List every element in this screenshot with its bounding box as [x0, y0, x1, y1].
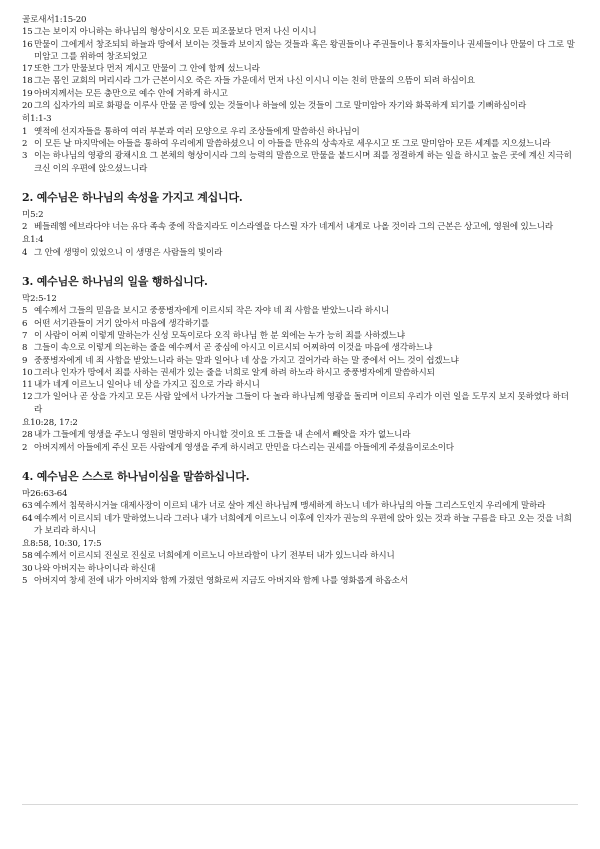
passage-reference: 막2:5-12: [22, 294, 57, 305]
section-heading: 3. 예수님은 하나님의 일을 행하십니다.: [22, 275, 208, 289]
passage-reference: 요8:58, 10:30, 17:5: [22, 539, 102, 550]
verse-number: 9: [22, 355, 28, 366]
verse: [22, 247, 576, 259]
verse: [22, 563, 576, 575]
passage-reference: 요10:28, 17:2: [22, 418, 78, 429]
verse-text: 어떤 서기관들이 거기 앉아서 마음에 생각하기를: [34, 318, 209, 329]
verse-number: 58: [22, 551, 33, 562]
verse-text: 아버지여 창세 전에 내가 아버지와 함께 가졌던 영화로써 지금도 아버지와 함께 나를 영화롭게 하옵소서: [34, 575, 408, 586]
verse-text: 내가 네게 이르노니 일어나 네 상을 가지고 집으로 가라 하시니: [34, 380, 260, 391]
verse: [22, 342, 576, 354]
passage-reference: 골로새서1:15-20: [22, 15, 87, 25]
verse: [22, 126, 576, 138]
section: [22, 14, 576, 175]
verse-text: 내가 그들에게 영생을 주노니 영원히 멸망하지 아니할 것이요 또 그들을 내 손에서 빼앗을 자가 없느니라: [34, 430, 411, 441]
verse-text: 중풍병자에게 네 죄 사함을 받았느니라 하는 말과 일어나 네 상을 가지고 걸어가라 하는 말 중에서 어느 것이 쉽겠느냐: [34, 355, 459, 366]
verse-number: 2: [22, 138, 28, 149]
passage-reference: 마26:63-64: [22, 488, 68, 499]
passage-reference: 요1:4: [22, 235, 44, 246]
verse: [22, 391, 576, 416]
section: [22, 470, 576, 587]
verse-text: 예수께서 그들의 믿음을 보시고 중풍병자에게 이르시되 작은 자야 네 죄 사함을 받았느니라 하시니: [34, 306, 390, 317]
verse-number: 18: [22, 76, 33, 87]
verse-number: 2: [22, 442, 28, 453]
verse-text: 베들레헴 에브라다야 너는 유다 족속 중에 작을지라도 이스라엘을 다스릴 자가 네게서 내게로 나올 것이라 그의 근본은 상고에, 영원에 있느니라: [34, 222, 553, 233]
verse-text: 아버지께서 아들에게 주신 모든 사람에게 영생을 주게 하시려고 만민을 다스리는 권세를 아들에게 주셨음이로소이다: [34, 442, 454, 453]
verse: [22, 355, 576, 367]
verse: [22, 330, 576, 342]
verse-text: 이 모든 날 마지막에는 아들을 통하여 우리에게 말씀하셨으니 이 아들을 만유의 상속자로 세우시고 또 그로 말미암아 모든 세계를 지으셨느니라: [34, 138, 551, 149]
verse: [22, 575, 576, 587]
verse: [22, 500, 576, 512]
verse-number: 5: [22, 575, 28, 586]
passage-reference: 히1:1-3: [22, 114, 52, 125]
verse-number: 7: [22, 330, 28, 341]
verse-text: 그가 일어나 곧 상을 가지고 모든 사람 앞에서 나가거늘 그들이 다 놀라 하나님께 영광을 돌리며 이르되 우리가 이런 일을 도무지 보지 못하였다 하더라: [34, 392, 569, 415]
section: [22, 191, 576, 259]
verse-number: 17: [22, 64, 33, 75]
verse-text: 옛적에 선지자들을 통하여 여러 부분과 여러 모양으로 우리 조상들에게 말씀하신 하나님이: [34, 126, 360, 137]
verse-text: 그 안에 생명이 있었으니 이 생명은 사람들의 빛이라: [34, 247, 223, 258]
verse-text: 그의 십자가의 피로 화평을 이루사 만물 곧 땅에 있는 것들이나 하늘에 있는 것들이 그로 말미암아 자기와 화목하게 되기를 기뻐하심이라: [34, 101, 527, 112]
verse-number: 30: [22, 563, 33, 574]
verse-number: 8: [22, 343, 28, 354]
verse: [22, 367, 576, 379]
section-heading: 4. 예수님은 스스로 하나님이심을 말씀하십니다.: [22, 469, 250, 483]
footer-divider: [22, 804, 578, 805]
verse: [22, 318, 576, 330]
verse-text: 그들이 속으로 이렇게 의논하는 줄을 예수께서 곧 중심에 아시고 이르시되 어찌하여 이것을 마음에 생각하느냐: [34, 343, 433, 354]
verse-text: 나와 아버지는 하나이니라 하신대: [34, 563, 156, 574]
verse-number: 2: [22, 222, 28, 233]
verse: [22, 442, 576, 454]
verse: [22, 429, 576, 441]
verse-number: 15: [22, 27, 33, 38]
passage-reference: 미5:2: [22, 209, 44, 220]
verse-number: 3: [22, 151, 28, 162]
verse: [22, 39, 576, 64]
verse-text: 예수께서 이르시되 진실로 진실로 너희에게 이르노니 아브라함이 나기 전부터 내가 있느니라 하시니: [34, 551, 395, 562]
verse-text: 그는 몸인 교회의 머리시라 그가 근본이시오 죽은 자들 가운데서 먼저 나신 이시니 이는 친히 만물의 으뜸이 되려 하심이요: [34, 76, 475, 87]
verse-number: 20: [22, 101, 33, 112]
verse-number: 5: [22, 306, 28, 317]
verse-text: 그는 보이지 아니하는 하나님의 형상이시오 모든 피조물보다 먼저 나신 이시니: [34, 27, 317, 38]
verse: [22, 221, 576, 233]
verse-text: 또한 그가 만물보다 먼저 계시고 만물이 그 안에 함께 섰느니라: [34, 64, 260, 75]
verse-text: 그러나 인자가 땅에서 죄를 사하는 권세가 있는 줄을 너희로 알게 하려 하노라 하시고 중풍병자에게 말씀하시되: [34, 367, 435, 378]
verse-number: 63: [22, 501, 33, 512]
verse: [22, 550, 576, 562]
verse: [22, 513, 576, 538]
section: [22, 275, 576, 454]
verse-text: 예수께서 침묵하시거늘 대제사장이 이르되 내가 너로 살아 계신 하나님께 맹세하게 하노니 네가 하나님의 아들 그리스도인지 우리에게 말하라: [34, 501, 546, 512]
verse-text: 예수께서 이르시되 네가 말하였느니라 그러나 내가 너희에게 이르노니 이후에 인자가 권능의 우편에 앉아 있는 것과 하늘 구름을 타고 오는 것을 너희가 보리라 하시니: [34, 513, 572, 536]
verse-number: 10: [22, 367, 33, 378]
verse-text: 이는 하나님의 영광의 광채시요 그 본체의 형상이시라 그의 능력의 말씀으로 만물을 붙드시며 죄를 정결하게 하는 일을 하시고 높은 곳에 계신 지극히 크신 이의 우편에 앉으셨느니라: [34, 151, 572, 174]
verse-number: 6: [22, 318, 28, 329]
verse: [22, 63, 576, 75]
verse-number: 64: [22, 513, 33, 524]
section-heading: 2. 예수님은 하나님의 속성을 가지고 계십니다.: [22, 190, 243, 204]
verse: [22, 379, 576, 391]
document-content: [22, 14, 576, 587]
verse: [22, 150, 576, 175]
verse-number: 19: [22, 88, 33, 99]
verse: [22, 88, 576, 100]
verse-number: 12: [22, 392, 33, 403]
verse-text: 만물이 그에게서 창조되되 하늘과 땅에서 보이는 것들과 보이지 않는 것들과 혹은 왕권들이나 주권들이나 통치자들이나 권세들이나 만물이 다 그로 말미암고 그를 위하여 창조되었고: [34, 39, 575, 62]
verse: [22, 26, 576, 38]
verse: [22, 75, 576, 87]
verse-text: 아버지께서는 모든 충만으로 예수 안에 거하게 하시고: [34, 88, 228, 99]
verse-number: 16: [22, 39, 33, 50]
verse-number: 11: [22, 380, 33, 391]
verse-number: 4: [22, 247, 28, 258]
verse: [22, 138, 576, 150]
verse-text: 이 사람이 어찌 이렇게 말하는가 신성 모독이로다 오직 하나님 한 분 외에는 누가 능히 죄를 사하겠느냐: [34, 330, 405, 341]
verse: [22, 305, 576, 317]
verse-number: 1: [22, 126, 28, 137]
verse-number: 28: [22, 430, 33, 441]
verse: [22, 100, 576, 112]
